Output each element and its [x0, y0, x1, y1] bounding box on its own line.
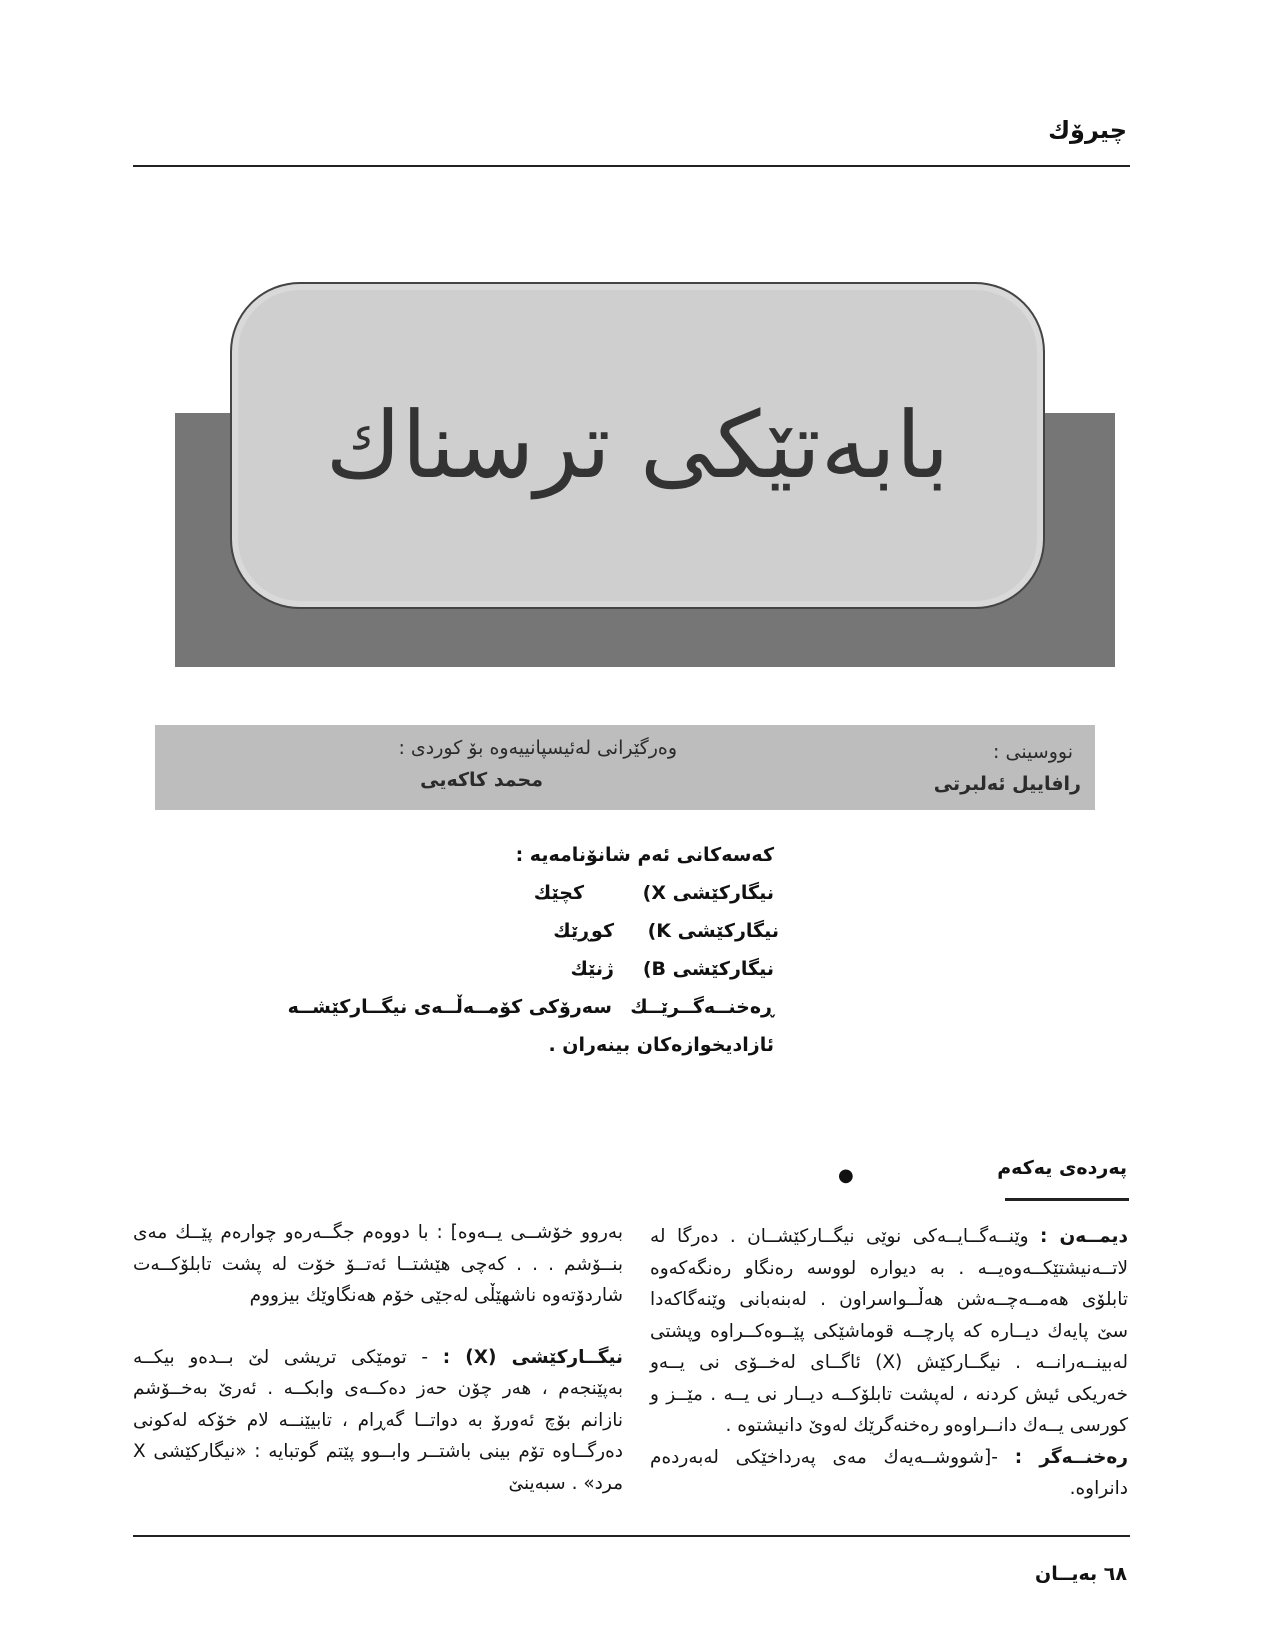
stage-paragraph: [650, 1221, 1128, 1442]
cast-heading: کەسەکانی ئەم شانۆنامەیە :: [515, 844, 774, 866]
dialogue-paragraph: [650, 1442, 1128, 1505]
act-rule: [1005, 1198, 1129, 1201]
speaker-label: نیگــارکێشی (X) :: [442, 1346, 623, 1368]
header-rule: [133, 165, 1130, 167]
story-title: بابەتێکی ترسناك: [325, 392, 950, 499]
magazine-name: بەیــان: [1035, 1563, 1098, 1585]
left-column: [133, 1217, 623, 1499]
footer: [1035, 1563, 1127, 1585]
cast-row: [474, 882, 774, 912]
credits-band: [155, 725, 1095, 810]
footer-rule: [133, 1535, 1130, 1537]
speaker-label: دیمــەن :: [1040, 1226, 1128, 1247]
cast-row: [474, 958, 774, 988]
cast-who: سەرۆکی کۆمــەڵــەی نیگــارکێشــە: [287, 996, 612, 1018]
cast-role: نیگارکێشی B): [642, 958, 774, 980]
title-box: [230, 282, 1045, 609]
act-heading: پەردەی یەکەم: [997, 1157, 1127, 1179]
author-name: رافاییل ئەلبرتی: [933, 773, 1081, 795]
cast-row: [479, 920, 779, 950]
cast-who: ژنێك: [570, 958, 614, 980]
section-name: چیرۆك: [1048, 116, 1127, 144]
ornament-icon: ●: [838, 1165, 854, 1186]
speaker-label: رەخنــەگر :: [1014, 1446, 1129, 1468]
cast-row: [274, 996, 774, 1026]
cast-role: نیگارکێشی X): [642, 882, 774, 904]
paragraph-gap: [133, 1312, 623, 1342]
translator-name: محمد کاکەیی: [420, 769, 543, 791]
right-column: [650, 1221, 1128, 1505]
paragraph-text: وێنــەگــایــەکی نوێی نیگــارکێشــان . دەرگا لە لاتــەنیشتێکــەوەیــە . بە دیوارە لووسە رەنگاو رەنگەکەوە تابلۆی هەمــەچــەشن هەڵــواسراون . لەبنەبانی وێنەگاکەدا سێ پایەك دیــارە کە پارچــە قوماشێکی پێــوەکــراوە وپشتی لەبینــەرانــە . نیگــارکێش (X) ئاگــای لەخــۆی نی یــەو خەریکی ئیش کردنە ، لەپشت تابلۆکــە دیــار نی یــە . مێــز و کورسی یــەك دانــراوەو رەخنەگرێك لەوێ دانیشتوە .: [650, 1226, 1128, 1436]
dialogue-paragraph: [133, 1342, 623, 1500]
paragraph-text: - تومێکی تریشی لێ بــدەو بیکــە بەپێنجەم ، هەر چۆن حەز دەکــەی وابکــە . ئەرێ بەخــۆشم نازانم بۆچ ئەورۆ بە دواتــا گەڕام ، تابیێنــە لام خۆکە لەکونی دەرگــاوە تۆم بینی باشتــر وابــوو پێتم گوتبایە : «نیگارکێشی X مرد» . سبەینێ: [133, 1346, 623, 1494]
cast-role: ڕەخنــەگــرێــك: [630, 996, 774, 1018]
cast-who: کوڕێك: [553, 920, 614, 942]
cast-role: نیگارکێشی K): [647, 920, 779, 942]
cast-who: کچێك: [533, 882, 584, 904]
translator-label: وەرگێرانی لەئیسپانییەوە بۆ کوردی :: [398, 737, 677, 759]
cast-last-line: ئازادیخوازەکان بینەران .: [548, 1034, 774, 1056]
paragraph-text: بەروو خۆشــی یــەوە] : با دووەم جگــەرەو چوارەم پێــك مەی بنــۆشم . . . کەچی هێشتــا ئەتــۆ خۆت لە پشت تابلۆکــەت شاردۆتەوە ناشهێڵی لەجێی خۆم هەنگاوێك بیزووم: [133, 1222, 623, 1306]
author-label: نووسینی :: [993, 741, 1073, 763]
page-number: ٦٨: [1103, 1563, 1127, 1585]
paragraph-text: -[شووشــەیەك مەی پەرداخێکی لەبەردەم دانراوە.: [650, 1446, 1128, 1499]
